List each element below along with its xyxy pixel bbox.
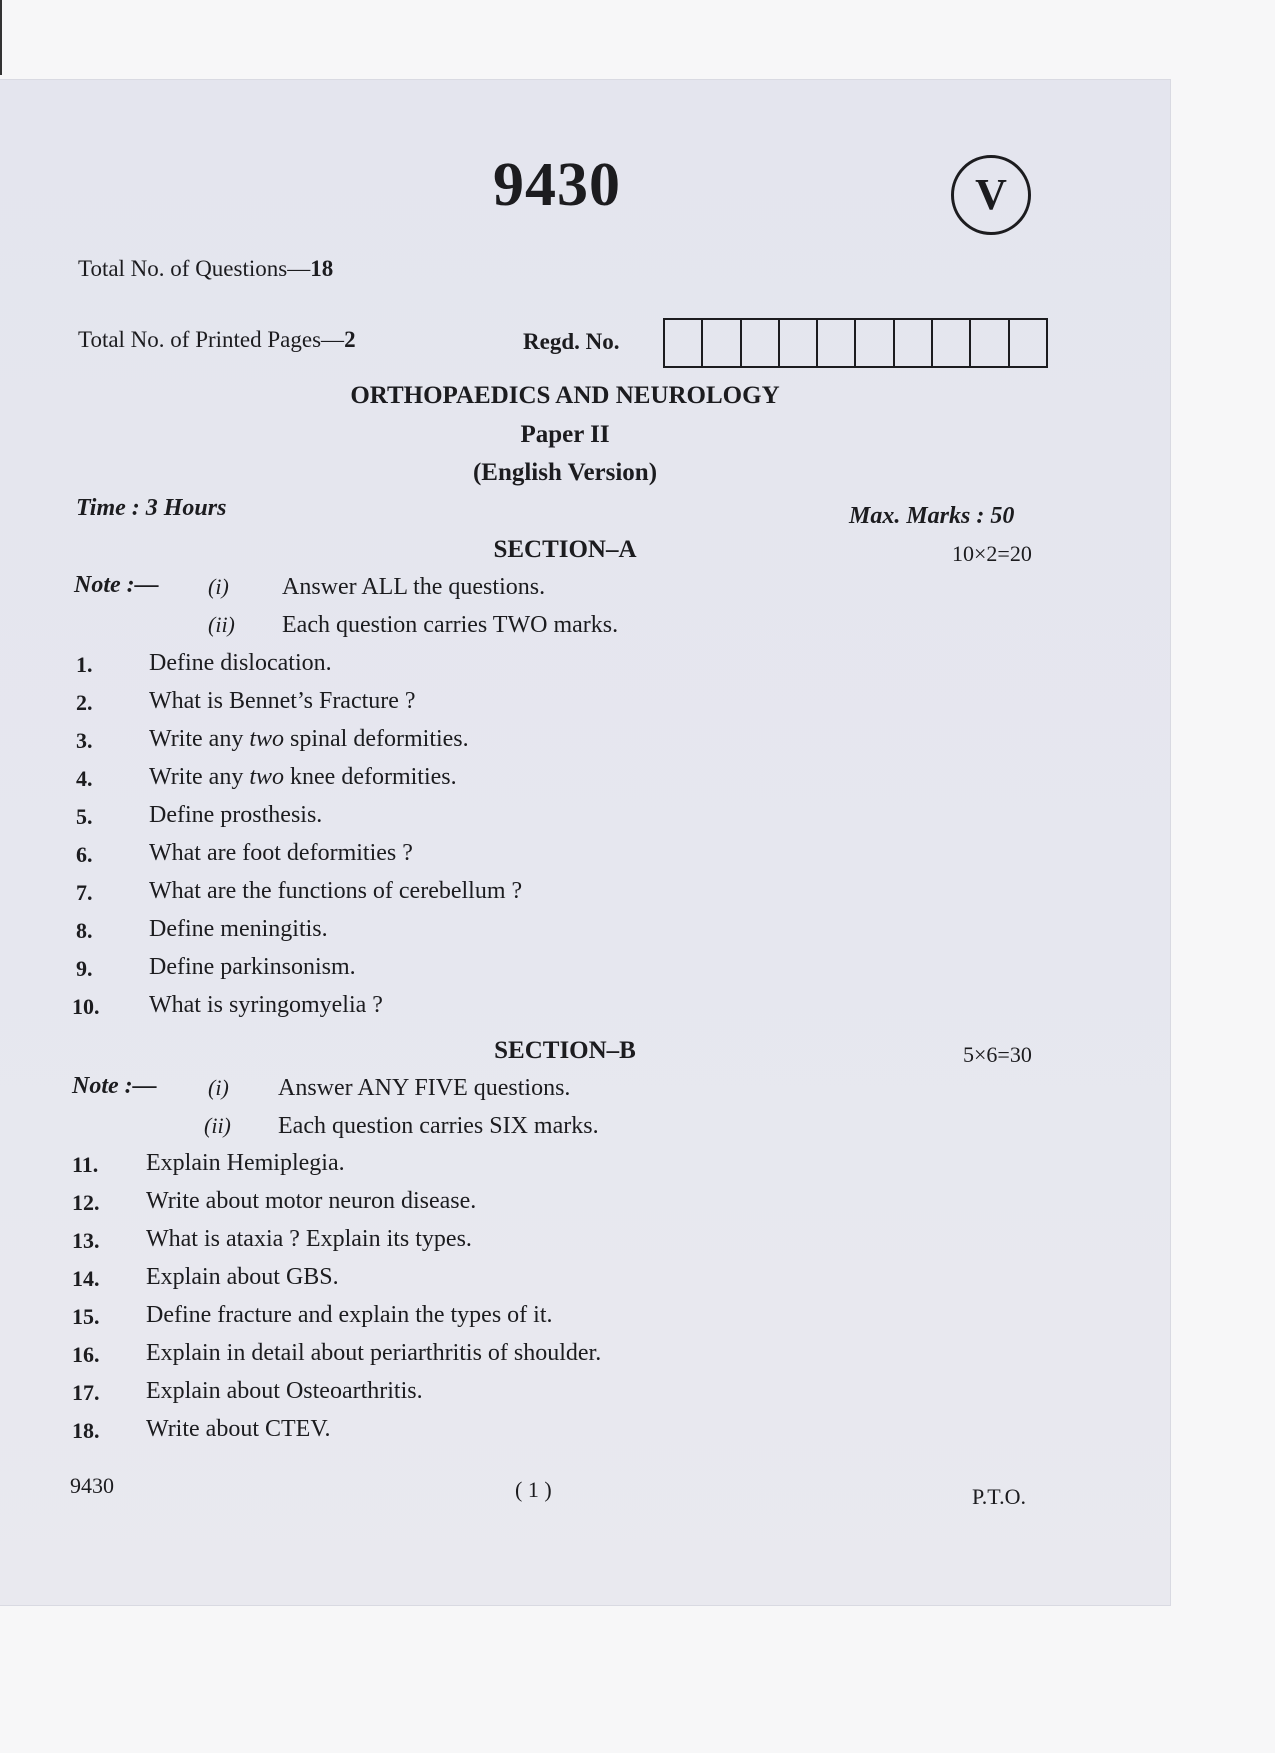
question-number: 1. bbox=[76, 652, 93, 677]
question-number: 5. bbox=[76, 804, 93, 829]
question-number: 18. bbox=[72, 1418, 100, 1443]
version-badge: V bbox=[951, 155, 1031, 235]
section-b-marks: 5×6=30 bbox=[963, 1042, 1032, 1067]
question-text: Write about CTEV. bbox=[146, 1416, 331, 1442]
section-a-note-label: Note :— bbox=[74, 572, 159, 598]
question-text: What is ataxia ? Explain its types. bbox=[146, 1226, 472, 1252]
question-number: 3. bbox=[76, 728, 93, 753]
regd-cell[interactable] bbox=[933, 320, 971, 366]
question-text: Explain Hemiplegia. bbox=[146, 1150, 345, 1176]
note-text: Answer ALL the questions. bbox=[282, 574, 546, 600]
regd-cell[interactable] bbox=[856, 320, 894, 366]
question-number: 11. bbox=[72, 1152, 99, 1177]
question-number: 15. bbox=[72, 1304, 100, 1329]
regd-label: Regd. No. bbox=[523, 329, 620, 354]
regd-cell[interactable] bbox=[1010, 320, 1046, 366]
question-text: What are foot deformities ? bbox=[149, 840, 413, 866]
version-title: (English Version) bbox=[472, 459, 658, 486]
question-number: 4. bbox=[76, 766, 93, 791]
max-marks: Max. Marks : 50 bbox=[849, 503, 1015, 529]
question-number: 12. bbox=[72, 1190, 100, 1215]
note-number: (ii) bbox=[204, 1113, 231, 1138]
footer-page-number: ( 1 ) bbox=[515, 1477, 552, 1502]
regd-number-boxes[interactable] bbox=[663, 318, 1048, 368]
page-edge-line bbox=[0, 0, 2, 75]
question-number: 9. bbox=[76, 956, 93, 981]
question-text: Explain about Osteoarthritis. bbox=[146, 1378, 423, 1404]
question-text: Define meningitis. bbox=[149, 916, 328, 942]
total-questions: Total No. of Questions—18 bbox=[78, 256, 334, 281]
regd-cell[interactable] bbox=[971, 320, 1009, 366]
note-text: Answer ANY FIVE questions. bbox=[278, 1075, 571, 1101]
section-b-title: SECTION–B bbox=[494, 1037, 636, 1064]
regd-cell[interactable] bbox=[665, 320, 703, 366]
question-text: Define prosthesis. bbox=[149, 802, 323, 828]
note-text: Each question carries TWO marks. bbox=[282, 612, 619, 638]
section-b-note-label: Note :— bbox=[72, 1073, 157, 1099]
total-pages: Total No. of Printed Pages—2 bbox=[78, 327, 356, 352]
question-number: 14. bbox=[72, 1266, 100, 1291]
question-text: Write about motor neuron disease. bbox=[146, 1188, 477, 1214]
question-text: Explain about GBS. bbox=[146, 1264, 339, 1290]
question-text: Define dislocation. bbox=[149, 650, 332, 676]
note-number: (i) bbox=[208, 1075, 229, 1100]
question-text: What is syringomyelia ? bbox=[149, 992, 383, 1018]
time-allowed: Time : 3 Hours bbox=[76, 495, 227, 521]
note-text: Each question carries SIX marks. bbox=[278, 1113, 599, 1139]
footer-paper-code: 9430 bbox=[70, 1473, 114, 1498]
note-number: (i) bbox=[208, 574, 229, 599]
question-text: What is Bennet’s Fracture ? bbox=[149, 688, 416, 714]
regd-cell[interactable] bbox=[742, 320, 780, 366]
question-text: Write any two spinal deformities. bbox=[149, 726, 469, 752]
note-number: (ii) bbox=[208, 612, 235, 637]
question-text: Explain in detail about periarthritis of shoulder. bbox=[146, 1340, 602, 1366]
question-number: 10. bbox=[72, 994, 100, 1019]
question-number: 8. bbox=[76, 918, 93, 943]
question-number: 7. bbox=[76, 880, 93, 905]
subject-title: ORTHOPAEDICS AND NEUROLOGY bbox=[350, 382, 780, 409]
regd-cell[interactable] bbox=[780, 320, 818, 366]
question-number: 16. bbox=[72, 1342, 100, 1367]
regd-cell[interactable] bbox=[703, 320, 741, 366]
question-number: 6. bbox=[76, 842, 93, 867]
section-a-title: SECTION–A bbox=[493, 536, 637, 563]
question-text: Define fracture and explain the types of it. bbox=[146, 1302, 553, 1328]
regd-cell[interactable] bbox=[895, 320, 933, 366]
question-text: Write any two knee deformities. bbox=[149, 764, 457, 790]
question-number: 2. bbox=[76, 690, 93, 715]
question-text: Define parkinsonism. bbox=[149, 954, 356, 980]
regd-cell[interactable] bbox=[818, 320, 856, 366]
paper-code: 9430 bbox=[493, 151, 621, 219]
question-number: 13. bbox=[72, 1228, 100, 1253]
question-text: What are the functions of cerebellum ? bbox=[149, 878, 523, 904]
paper-title: Paper II bbox=[520, 421, 610, 448]
footer-pto: P.T.O. bbox=[972, 1484, 1026, 1509]
question-number: 17. bbox=[72, 1380, 100, 1405]
section-a-marks: 10×2=20 bbox=[952, 541, 1032, 566]
